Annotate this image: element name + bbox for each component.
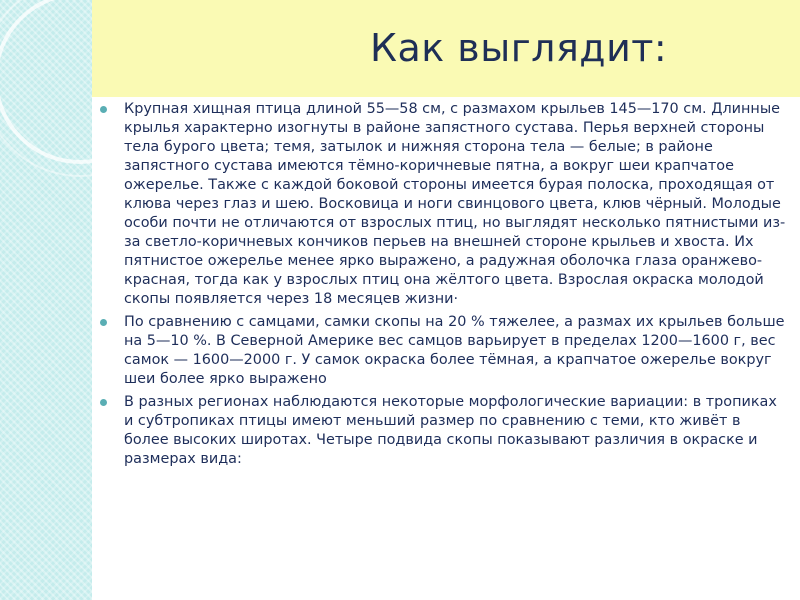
bullet-dot-icon [100, 106, 107, 113]
bullet-item-appearance [98, 100, 788, 309]
title-band [92, 0, 800, 97]
slide-content [98, 100, 788, 473]
bullet-item-sex-differences [98, 313, 788, 389]
left-decorative-strip [0, 0, 92, 600]
bullet-dot-icon [100, 399, 107, 406]
bullet-dot-icon [100, 319, 107, 326]
bullet-list [98, 100, 788, 469]
slide-title: Как выглядит: [370, 26, 668, 70]
bullet-item-regional-variation [98, 393, 788, 469]
bullet-text: Крупная хищная птица длиной 55—58 см, с размахом крыльев 145—170 см. Длинные крылья характерно изогнуты в районе запястного сустава. Перья верхней стороны тела бурого цвета; темя, затылок и нижняя сторона тела — белые; в районе запястного сустава имеются тёмно-коричневые пятна, а вокруг шеи крапчатое ожерелье. Также с каждой боковой стороны имеется бурая полоска, проходящая от клюва через глаз и шею. Восковица и ноги свинцового цвета, клюв чёрный. Молодые особи почти не отличаются от взрослых птиц, но выглядят несколько пятнистыми из-за светло-коричневых кончиков перьев на внешней стороне крыльев и хвоста. Их пятнистое ожерелье менее ярко выражено, а радужная оболочка глаза оранжево-красная, тогда как у взрослых птиц она жёлтого цвета. Взрослая окраска молодой скопы появляется через 18 месяцев жизни· [124, 101, 786, 307]
bullet-text: По сравнению с самцами, самки скопы на 20 % тяжелее, а размах их крыльев больше на 5—10 %. В Северной Америке вес самцов варьирует в пределах 1200—1600 г, вес самок — 1600—2000 г. У самок окраска более тёмная, а крапчатое ожерелье вокруг шеи более ярко выражено [124, 314, 785, 387]
bullet-text: В разных регионах наблюдаются некоторые морфологические вариации: в тропиках и субтропиках птицы имеют меньший размер по сравнению с теми, кто живёт в более высоких широтах. Четыре подвида скопы показывают различия в окраске и размерах вида: [124, 394, 777, 467]
